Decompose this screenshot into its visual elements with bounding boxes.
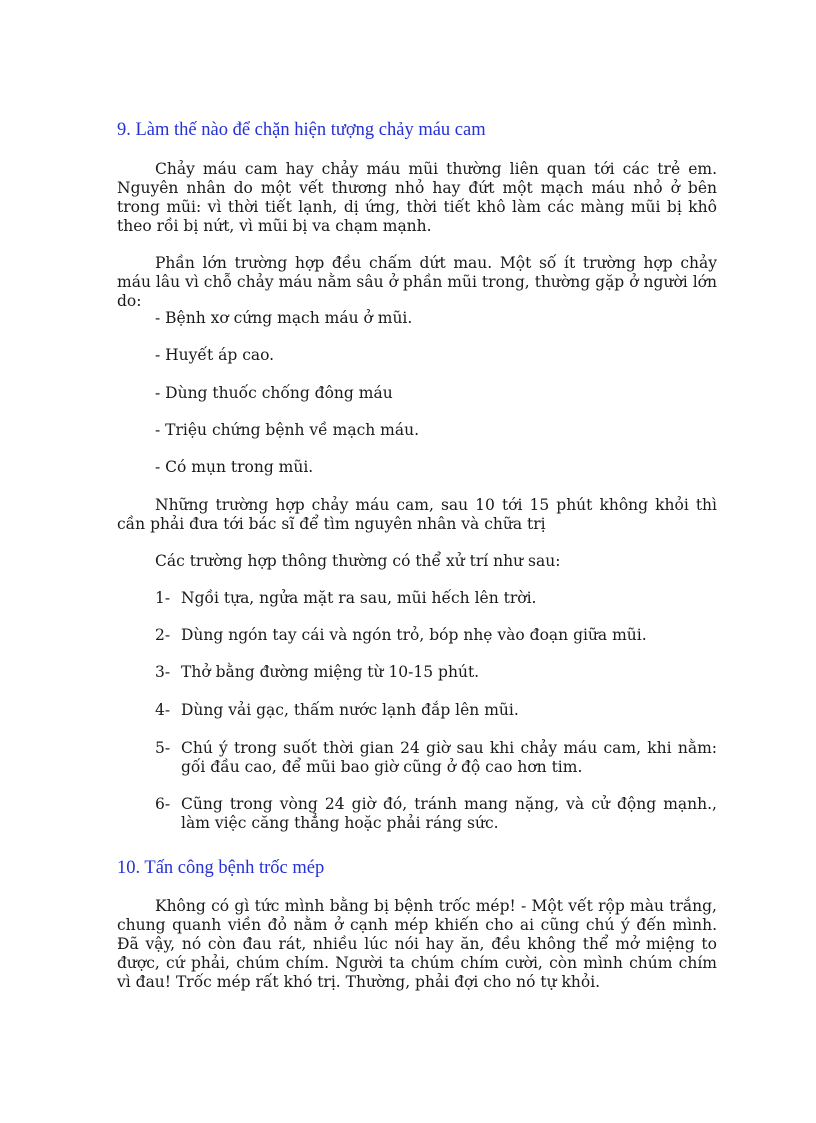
step-text: Cũng trong vòng 24 giờ đó, tránh mang nặng, và cử động mạnh., làm việc căng thẳng hoặc phải ráng sức.	[181, 795, 717, 832]
list-item: - Huyết áp cao.	[155, 346, 275, 364]
step-text: Dùng vải gạc, thấm nước lạnh đắp lên mũi.	[181, 701, 519, 719]
section-9-paragraph-3: Những trường hợp chảy máu cam, sau 10 tới 15 phút không khỏi thì cần phải đưa tới bác sĩ để tìm nguyên nhân và chữa trị	[117, 496, 717, 533]
numbered-step	[155, 626, 717, 645]
list-item: - Triệu chứng bệnh về mạch máu.	[155, 421, 420, 439]
step-text: Thở bằng đường miệng từ 10-15 phút.	[181, 663, 480, 681]
step-number: 2-	[155, 626, 171, 644]
section-10-paragraph-1: Không có gì tức mình bằng bị bệnh trốc mép! - Một vết rộp màu trắng, chung quanh viền đỏ nằm ở cạnh mép khiến cho ai cũng chú ý đến mình. Đã vậy, nó còn đau rát, nhiều lúc nói hay ăn, đều không thể mở miệng to được, cứ phải, chúm chím. Người ta chúm chím cười, còn mình chúm chím vì đau! Trốc mép rất khó trị. Thường, phải đợi cho nó tự khỏi.	[117, 897, 717, 991]
section-9-paragraph-1: Chảy máu cam hay chảy máu mũi thường liên quan tới các trẻ em. Nguyên nhân do một vết thương nhỏ hay đứt một mạch máu nhỏ ở bên trong mũi: vì thời tiết lạnh, dị ứng, thời tiết khô làm các màng mũi bị khô theo rồi bị nứt, vì mũi bị va chạm mạnh.	[117, 160, 717, 235]
section-9-paragraph-2: Phần lớn trường hợp đều chấm dứt mau. Một số ít trường hợp chảy máu lâu vì chỗ chảy máu nằm sâu ở phần mũi trong, thường gặp ở người lớn do:	[117, 254, 717, 310]
numbered-step	[155, 739, 717, 777]
step-number: 3-	[155, 663, 171, 681]
list-item: - Dùng thuốc chống đông máu	[155, 384, 393, 402]
section-10-heading: 10. Tấn công bệnh trốc mép	[117, 858, 325, 878]
step-number: 4-	[155, 701, 171, 719]
step-number: 6-	[155, 795, 171, 813]
numbered-step	[155, 701, 717, 720]
step-number: 5-	[155, 739, 171, 757]
list-item: - Bệnh xơ cứng mạch máu ở mũi.	[155, 309, 413, 327]
step-text: Chú ý trong suốt thời gian 24 giờ sau khi chảy máu cam, khi nằm: gối đầu cao, để mũi bao giờ cũng ở độ cao hơn tim.	[181, 739, 717, 776]
list-item: - Có mụn trong mũi.	[155, 458, 314, 476]
section-9-heading: 9. Làm thế nào để chặn hiện tượng chảy máu cam	[117, 120, 486, 140]
step-text: Ngồi tựa, ngửa mặt ra sau, mũi hếch lên trời.	[181, 589, 537, 607]
section-9-paragraph-4: Các trường hợp thông thường có thể xử trí như sau:	[155, 552, 561, 570]
numbered-step	[155, 795, 717, 833]
step-text: Dùng ngón tay cái và ngón trỏ, bóp nhẹ vào đoạn giữa mũi.	[181, 626, 647, 644]
numbered-step	[155, 663, 717, 682]
numbered-step	[155, 589, 717, 608]
step-number: 1-	[155, 589, 171, 607]
